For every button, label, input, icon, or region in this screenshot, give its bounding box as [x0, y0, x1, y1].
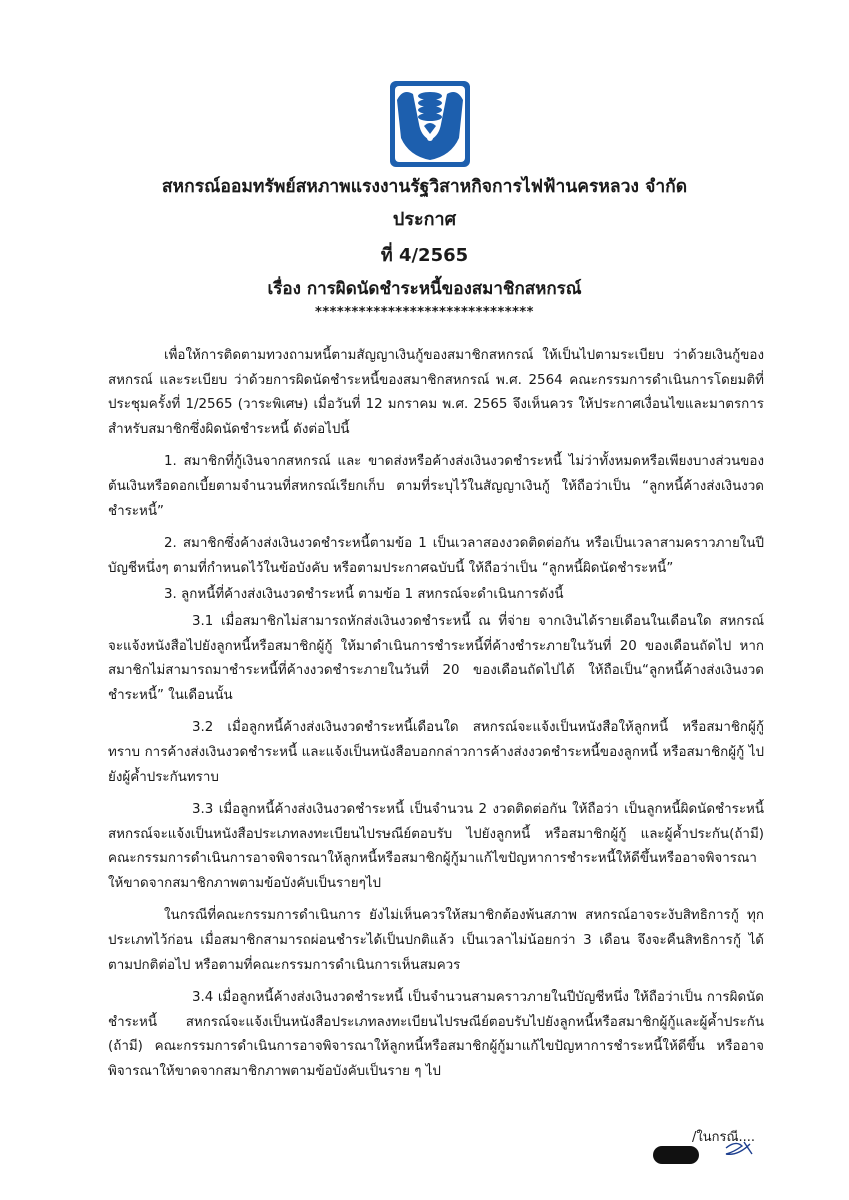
announcement-heading: ประกาศ	[392, 209, 457, 230]
intro-paragraph: เพื่อให้การติดตามทวงถามหนี้ตามสัญญาเงินกู้ของสมาชิกสหกรณ์ ให้เป็นไปตามระเบียบ ว่าด้วยเงินกู้ของสหกรณ์ และระเบียบ ว่าด้วยการผิดนัดชำระหนี้ของสมาชิกสหกรณ์ พ.ศ. 2564 คณะกรรมการดำเนินการโดยมติที่ประชุมครั้งที่ 1/2565 (วาระพิเศษ) เมื่อวันที่ 12 มกราคม พ.ศ. 2565 จึงเห็นควร ให้ประกาศเงื่อนไขและมาตรการสำหรับสมาชิกซึ่งผิดนัดชำระหนี้ ดังต่อไปนี้	[108, 348, 764, 437]
cooperative-logo	[389, 80, 471, 168]
clause-3-3-continuation: ในกรณีที่คณะกรรมการดำเนินการ ยังไม่เห็นควรให้สมาชิกต้องพ้นสภาพ สหกรณ์อาจระงับสิทธิการกู้ ทุกประเภทไว้ก่อน เมื่อสมาชิกสามารถผ่อนชำระได้เป็นปกติแล้ว เป็นเวลาไม่น้อยกว่า 3 เดือน จึงจะคืนสิทธิการกู้ ได้ตามปกติต่อไป หรือตามที่คณะกรรมการดำเนินการเห็นสมควร	[108, 908, 764, 973]
clause-3-1: 3.1 เมื่อสมาชิกไม่สามารถหักส่งเงินงวดชำระหนี้ ณ ที่จ่าย จากเงินได้รายเดือนในเดือนใด สหกรณ์จะแจ้งหนังสือไปยังลูกหนี้หรือสมาชิกผู้กู้ ให้มาดำเนินการชำระหนี้ที่ค้างชำระภายในวันที่ 20 ของเดือนถัดไป หากสมาชิกไม่สามารถมาชำระหนี้ที่ค้างงวดชำระภายในวันที่ 20 ของเดือนถัดไปได้ ให้ถือเป็น“ลูกหนี้ค้างส่งเงินงวดชำระหนี้” ในเดือนนั้น	[108, 613, 764, 703]
announcement-subject: เรื่อง การผิดนัดชำระหนี้ของสมาชิกสหกรณ์	[267, 279, 582, 299]
page-continuation: /ในกรณี....	[692, 1130, 756, 1145]
clause-3-3: 3.3 เมื่อลูกหนี้ค้างส่งเงินงวดชำระหนี้ เป็นจำนวน 2 งวดติดต่อกัน ให้ถือว่า เป็นลูกหนี้ผิดนัดชำระหนี้ สหกรณ์จะแจ้งเป็นหนังสือประเภทลงทะเบียนไปรษณีย์ตอบรับ ไปยังลูกหนี้ หรือสมาชิกผู้กู้ และผู้ค้ำประกัน(ถ้ามี) คณะกรรมการดำเนินการอาจพิจารณาให้ลูกหนี้หรือสมาชิกผู้กู้มาแก้ไขปัญหาการชำระหนี้ให้ดีขึ้นหรืออาจพิจารณาให้ขาดจากสมาชิกภาพตามข้อบังคับเป็นรายๆไป	[108, 802, 764, 891]
initials-signature	[720, 1136, 760, 1158]
redaction-mark	[653, 1146, 699, 1164]
clause-1: 1. สมาชิกที่กู้เงินจากสหกรณ์ และ ขาดส่งหรือค้างส่งเงินงวดชำระหนี้ ไม่ว่าทั้งหมดหรือเพียงบางส่วนของต้นเงินหรือดอกเบี้ยตามจำนวนที่สหกรณ์เรียกเก็บ ตามที่ระบุไว้ในสัญญาเงินกู้ ให้ถือว่าเป็น “ลูกหนี้ค้างส่งเงินงวดชำระหนี้”	[108, 454, 764, 519]
announcement-number: ที่ 4/2565	[380, 245, 469, 266]
clause-3: 3. ลูกหนี้ที่ค้างส่งเงินงวดชำระหนี้ ตามข้อ 1 สหกรณ์จะดำเนินการดังนี้	[164, 587, 564, 603]
divider-asterisks: ******************************	[315, 305, 534, 320]
clause-3-4: 3.4 เมื่อลูกหนี้ค้างส่งเงินงวดชำระหนี้ เป็นจำนวนสามคราวภายในปีบัญชีหนึ่ง ให้ถือว่าเป็น การผิดนัดชำระหนี้ สหกรณ์จะแจ้งเป็นหนังสือประเภทลงทะเบียนไปรษณีย์ตอบรับไปยังลูกหนี้หรือสมาชิกผู้กู้และผู้ค้ำประกัน (ถ้ามี) คณะกรรมการดำเนินการอาจพิจารณาให้ลูกหนี้หรือสมาชิกผู้กู้มาแก้ไขปัญหาการชำระหนี้ให้ดีขึ้น หรืออาจพิจารณาให้ขาดจากสมาชิกภาพตามข้อบังคับเป็นราย ๆ ไป	[108, 990, 764, 1080]
organization-name: สหกรณ์ออมทรัพย์สหภาพแรงงานรัฐวิสาหกิจการไฟฟ้านครหลวง จำกัด	[161, 177, 688, 197]
clause-2: 2. สมาชิกซึ่งค้างส่งเงินงวดชำระหนี้ตามข้อ 1 เป็นเวลาสองงวดติดต่อกัน หรือเป็นเวลาสามคราวภายในปีบัญชีหนึ่งๆ ตามที่กำหนดไว้ในข้อบังคับ หรือตามประกาศฉบับนี้ ให้ถือว่าเป็น “ลูกหนี้ผิดนัดชำระหนี้”	[108, 536, 764, 576]
clause-3-2: 3.2 เมื่อลูกหนี้ค้างส่งเงินงวดชำระหนี้เดือนใด สหกรณ์จะแจ้งเป็นหนังสือให้ลูกหนี้ หรือสมาชิกผู้กู้ทราบ การค้างส่งเงินงวดชำระหนี้ และแจ้งเป็นหนังสือบอกกล่าวการค้างส่งงวดชำระหนี้ของลูกหนี้ หรือสมาชิกผู้กู้ ไปยังผู้ค้ำประกันทราบ	[108, 720, 764, 785]
document-body	[108, 344, 764, 1093]
